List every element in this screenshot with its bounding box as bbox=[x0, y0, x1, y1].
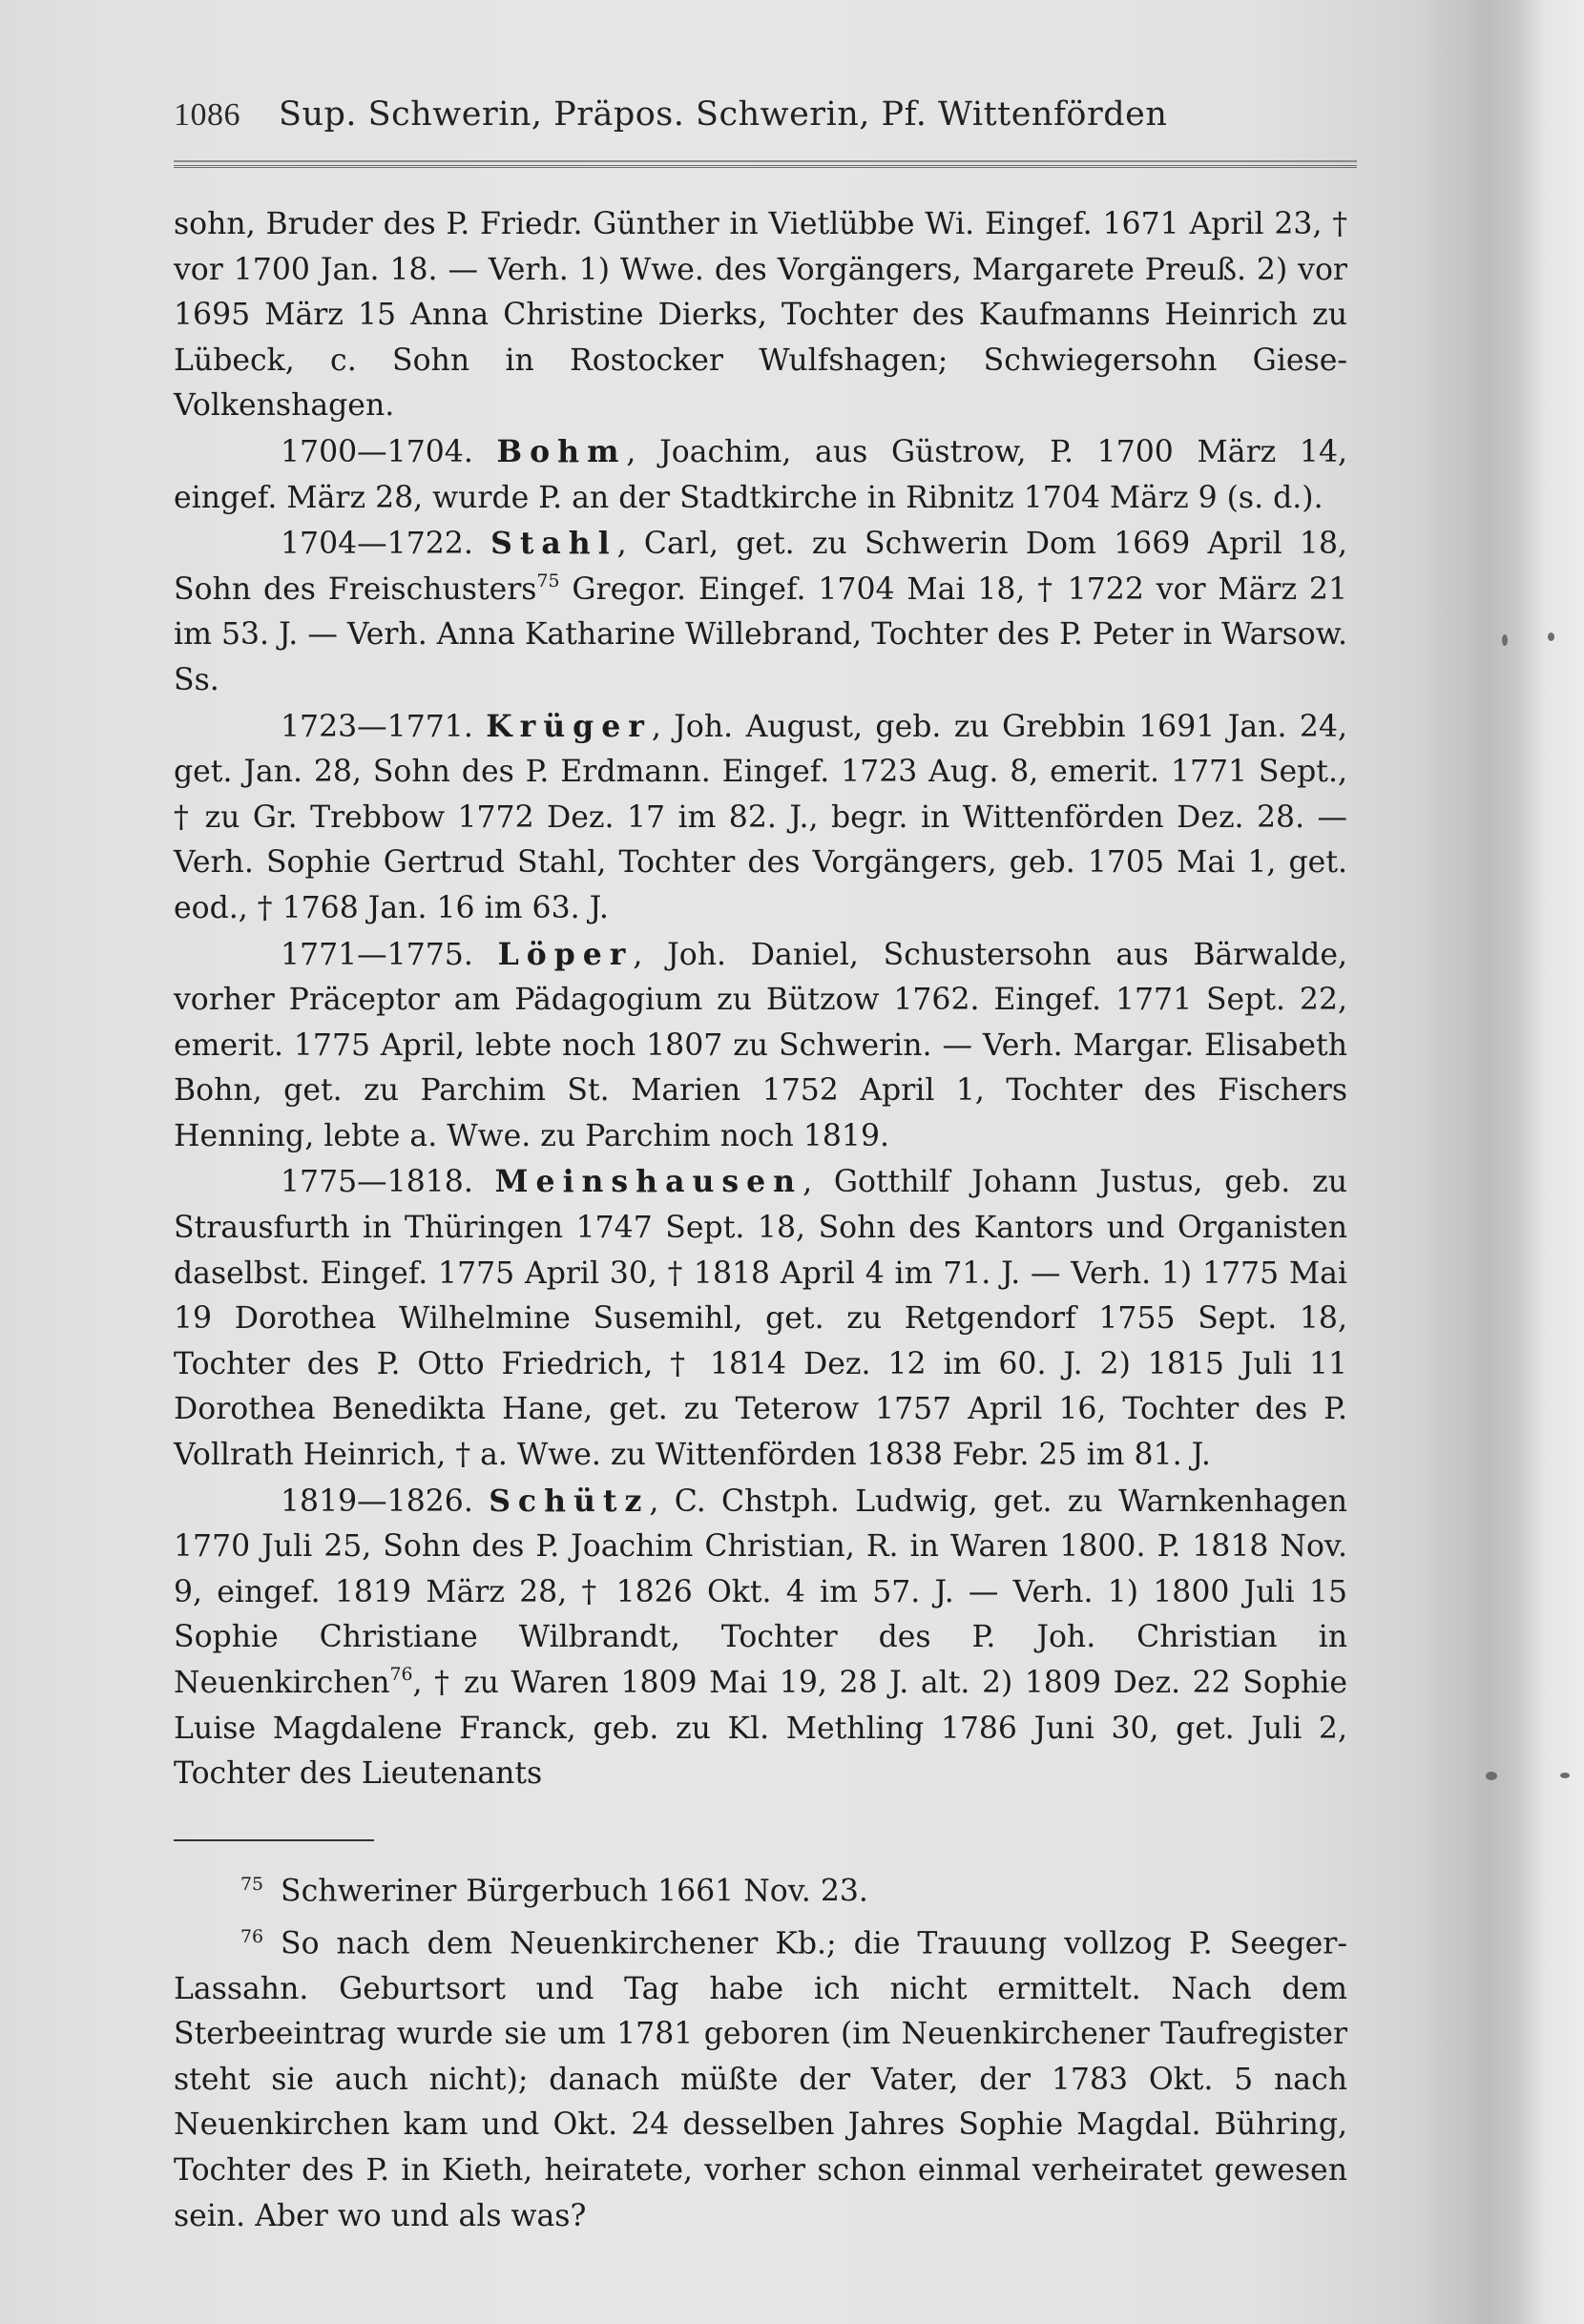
book-page bbox=[174, 95, 1347, 2239]
entry-text: , Joh. Daniel, Schustersohn aus Bärwalde, vorher Präceptor am Pädagogium zu Bützow 1762. Eingef. 1771 Sept. 22, emerit. 1775 April, lebte noch 1807 zu Schwerin. — Verh. Margar. Elisabeth Bohn, get. zu Parchim St. Marien 1752 April 1, Tochter des Fischers Henning, lebte a. Wwe. zu Parchim noch 1819. bbox=[174, 937, 1347, 1153]
entry-years: 1723—1771. bbox=[281, 709, 473, 744]
scan-speck bbox=[1486, 1772, 1497, 1780]
footnote-ref[interactable]: 75 bbox=[536, 570, 560, 591]
pastor-entry bbox=[174, 1479, 1347, 1797]
entry-name: Löper bbox=[497, 936, 634, 972]
entry-years: 1775—1818. bbox=[281, 1165, 473, 1200]
pastor-entry bbox=[174, 429, 1347, 521]
footnote-number: 75 bbox=[240, 1873, 264, 1895]
entry-years: 1700—1704. bbox=[281, 434, 473, 469]
footnote bbox=[174, 1915, 1347, 2239]
scan-speck bbox=[1502, 634, 1508, 646]
entry-text-after: , † zu Waren 1809 Mai 19, 28 J. alt. 2) 1809 Dez. 22 Sophie Luise Magdalene Franck, geb. zu Kl. Methling 1786 Juni 30, get. Juli 2, Tochter des Lieutenants bbox=[174, 1666, 1347, 1792]
page-number: 1086 bbox=[174, 97, 240, 133]
entry-years: 1819—1826. bbox=[281, 1484, 473, 1519]
continuation-paragraph: sohn, Bruder des P. Friedr. Günther in Vietlübbe Wi. Eingef. 1671 April 23, † vor 1700 Jan. 18. — Verh. 1) Wwe. des Vorgängers, Margarete Preuß. 2) vor 1695 März 15 Anna Christine Dierks, Tochter des Kaufmanns Heinrich zu Lübeck, c. Sohn in Rostocker Wulfshagen; Schwiegersohn Giese-Volkenshagen. bbox=[174, 207, 1347, 424]
running-title: Sup. Schwerin, Präpos. Schwerin, Pf. Wittenförden bbox=[279, 95, 1168, 134]
entry-text: , Gotthilf Johann Justus, geb. zu Strausfurth in Thüringen 1747 Sept. 18, Sohn des Kantors und Organisten daselbst. Eingef. 1775 April 30, † 1818 April 4 im 71. J. — Verh. 1) 1775 Mai 19 Dorothea Wilhelmine Susemihl, get. zu Retgendorf 1755 Sept. 18, Tochter des P. Otto Friedrich, † 1814 Dez. 12 im 60. J. 2) 1815 Juli 11 Dorothea Benedikta Hane, get. zu Teterow 1757 April 16, Tochter des P. Vollrath Heinrich, † a. Wwe. zu Wittenförden 1838 Febr. 25 im 81. J. bbox=[174, 1165, 1347, 1473]
scan-speck bbox=[1548, 633, 1554, 641]
entry-name: Stahl bbox=[490, 526, 617, 562]
entry-name: Meinshausen bbox=[494, 1164, 803, 1200]
entry-name: Krüger bbox=[486, 708, 652, 744]
footnote-text: Schweriner Bürgerbuch 1661 Nov. 23. bbox=[281, 1874, 868, 1909]
footnote bbox=[174, 1862, 1347, 1915]
footnote-rule bbox=[174, 1839, 374, 1841]
footnote-ref[interactable]: 76 bbox=[389, 1663, 413, 1685]
footnote-number: 76 bbox=[240, 1925, 264, 1947]
entry-text: , Joachim, aus Güstrow, P. 1700 März 14, eingef. März 28, wurde P. an der Stadtkirche in Ribnitz 1704 März 9 (s. d.). bbox=[174, 434, 1347, 515]
entry-name: Bohm bbox=[496, 433, 627, 469]
entry-text-after: Gregor. Eingef. 1704 Mai 18, † 1722 vor März 21 im 53. J. — Verh. Anna Katharine Willebrand, Tochter des P. Peter in Warsow. Ss. bbox=[174, 571, 1347, 697]
pastor-entry bbox=[174, 521, 1347, 703]
entry-text: , Carl, get. zu Schwerin Dom 1669 April 18, Sohn des Freischusters bbox=[174, 527, 1347, 607]
header-rule bbox=[174, 160, 1357, 168]
pastor-entry bbox=[174, 1159, 1347, 1478]
pastor-entry bbox=[174, 932, 1347, 1160]
entry-text: , Joh. August, geb. zu Grebbin 1691 Jan. 24, get. Jan. 28, Sohn des P. Erdmann. Eingef. 1723 Aug. 8, emerit. 1771 Sept., † zu Gr. Trebbow 1772 Dez. 17 im 82. J., begr. in Wittenförden Dez. 28. — Verh. Sophie Gertrud Stahl, Tochter des Vorgängers, geb. 1705 Mai 1, get. eod., † 1768 Jan. 16 im 63. J. bbox=[174, 709, 1347, 925]
entry-years: 1771—1775. bbox=[281, 937, 473, 972]
running-head bbox=[174, 95, 1347, 153]
scan-speck bbox=[1560, 1773, 1570, 1778]
entry-years: 1704—1722. bbox=[281, 527, 473, 562]
entry-text: , C. Chstph. Ludwig, get. zu Warnkenhagen 1770 Juli 25, Sohn des P. Joachim Christian, R. in Waren 1800. P. 1818 Nov. 9, eingef. 1819 März 28, † 1826 Okt. 4 im 57. J. — Verh. 1) 1800 Juli 15 Sophie Christiane Wilbrandt, Tochter des P. Joh. Christian in Neuenkirchen bbox=[174, 1484, 1347, 1700]
footnotes bbox=[174, 1862, 1347, 2239]
body-text bbox=[174, 202, 1347, 1797]
pastor-entry bbox=[174, 704, 1347, 932]
footnote-text: So nach dem Neuenkirchener Kb.; die Trauung vollzog P. Seeger-Lassahn. Geburtsort und Tag habe ich nicht ermittelt. Nach dem Sterbeeintrag wurde sie um 1781 geboren (im Neuenkirchener Taufregister steht sie auch nicht); danach müßte der Vater, der 1783 Okt. 5 nach Neuenkirchen kam und Okt. 24 desselben Jahres Sophie Magdal. Bühring, Tochter des P. in Kieth, heiratete, vorher schon einmal verheiratet gewesen sein. Aber wo und als was? bbox=[174, 1926, 1347, 2233]
entry-name: Schütz bbox=[489, 1483, 650, 1519]
